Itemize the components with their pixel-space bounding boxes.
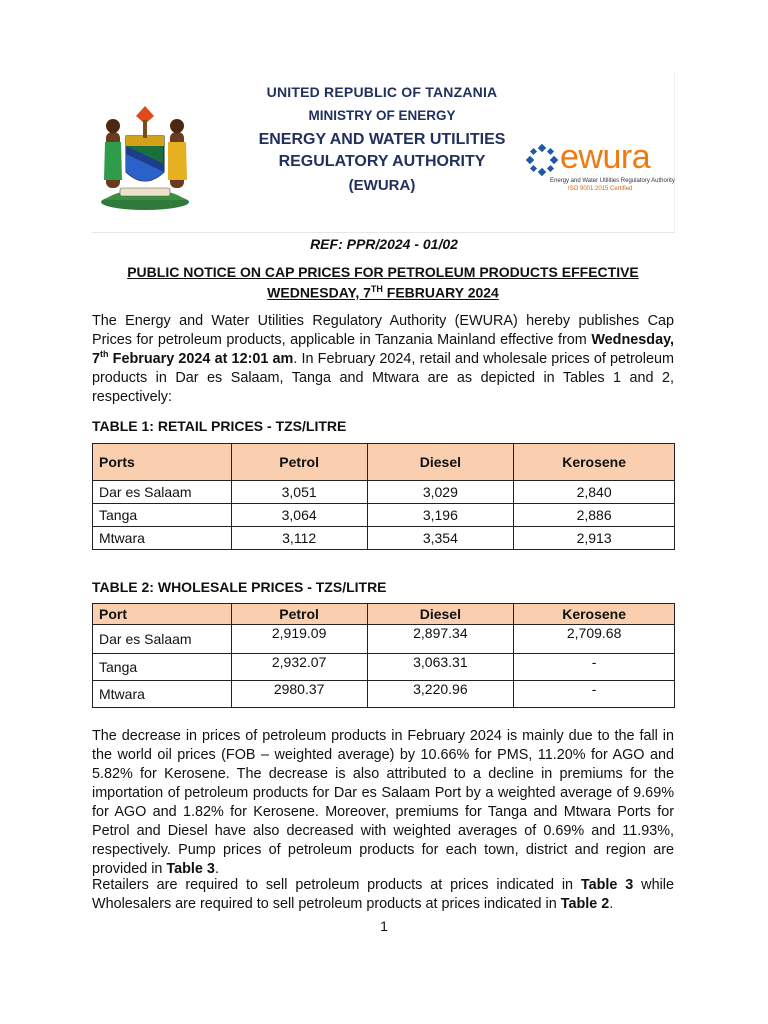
table-cell: 3,196 <box>367 504 514 527</box>
letterhead <box>92 72 675 233</box>
intro-text-2: . In February 2024, retail and wholesale prices of petroleum products in Dar es Salaam, Tanga and Mtwara are as depicted in Tables 1 and 2, respectively: <box>92 351 674 405</box>
table-cell: Dar es Salaam <box>93 625 232 654</box>
authority-name-line1: ENERGY AND WATER UTILITIES <box>258 131 506 148</box>
column-header: Ports <box>93 444 232 481</box>
table-cell: 2,932.07 <box>231 654 367 681</box>
table1-heading: TABLE 1: RETAIL PRICES - TZS/LITRE <box>92 418 347 434</box>
table-cell: 2980.37 <box>231 681 367 708</box>
table2-reference: Table 2 <box>560 896 610 912</box>
coat-of-arms-icon <box>96 102 194 212</box>
table-cell: 3,354 <box>367 527 514 550</box>
table-cell: 2,919.09 <box>231 625 367 654</box>
table-cell: 3,220.96 <box>367 681 514 708</box>
notice-title-text: PUBLIC NOTICE ON CAP PRICES FOR PETROLEUM PRODUCTS EFFECTIVE WEDNESDAY, 7 <box>127 264 639 301</box>
table-cell: Tanga <box>93 504 232 527</box>
intro-bold-date: Wednesday, 7 <box>92 332 674 367</box>
letterhead-titles <box>232 84 532 194</box>
table3-reference: Table 3 <box>580 877 634 893</box>
table-header-row <box>93 604 675 625</box>
wholesale-prices-table <box>92 603 675 708</box>
explanation-end: . <box>214 861 219 877</box>
table2-heading: TABLE 2: WHOLESALE PRICES - TZS/LITRE <box>92 579 387 595</box>
table-cell: Mtwara <box>93 681 232 708</box>
column-header: Petrol <box>231 444 367 481</box>
table-cell: 2,709.68 <box>514 625 675 654</box>
table-row <box>93 654 675 681</box>
column-header: Diesel <box>367 604 514 625</box>
notice-title <box>92 264 674 302</box>
table-cell: 2,886 <box>514 504 675 527</box>
table-row <box>93 504 675 527</box>
table-cell: - <box>514 654 675 681</box>
intro-paragraph <box>92 312 674 407</box>
page-number: 1 <box>380 918 388 934</box>
table-cell: 3,112 <box>231 527 367 550</box>
table-row <box>93 481 675 504</box>
retail-prices-table <box>92 443 675 550</box>
table-row <box>93 625 675 654</box>
compliance-paragraph <box>92 876 674 914</box>
notice-title-sup: TH <box>370 284 383 294</box>
compliance-text-end: . <box>609 896 614 912</box>
table-cell: 3,064 <box>231 504 367 527</box>
authority-name-line2: REGULATORY AUTHORITY <box>278 153 486 170</box>
table-cell: Dar es Salaam <box>93 481 232 504</box>
table-cell: - <box>514 681 675 708</box>
table-cell: Mtwara <box>93 527 232 550</box>
country-name: UNITED REPUBLIC OF TANZANIA <box>266 84 498 100</box>
table-row <box>93 527 675 550</box>
table3-reference: Table 3 <box>166 861 215 877</box>
column-header: Petrol <box>231 604 367 625</box>
table-cell: 2,913 <box>514 527 675 550</box>
intro-bold-time: February 2024 at 12:01 am <box>108 351 294 367</box>
column-header: Diesel <box>367 444 514 481</box>
column-header: Kerosene <box>514 444 675 481</box>
ewura-tagline: Energy and Water Utilities Regulatory Authority <box>550 178 675 184</box>
table-header-row <box>93 444 675 481</box>
authority-acronym: (EWURA) <box>348 177 416 194</box>
notice-title-date: FEBRUARY 2024 <box>382 284 499 301</box>
ministry-name: MINISTRY OF ENERGY <box>308 108 456 123</box>
table-cell: 3,029 <box>367 481 514 504</box>
table-cell: 3,051 <box>231 481 367 504</box>
price-explanation-paragraph <box>92 727 674 879</box>
ewura-logo-icon <box>524 142 560 178</box>
table-cell: 2,897.34 <box>367 625 514 654</box>
column-header: Kerosene <box>514 604 675 625</box>
table-cell: 2,840 <box>514 481 675 504</box>
compliance-text-1: Retailers are required to sell petroleum products at prices indicated in <box>92 877 581 893</box>
column-header: Port <box>93 604 232 625</box>
table-cell: Tanga <box>93 654 232 681</box>
ewura-iso-note: ISO 9001:2015 Certified <box>568 186 633 192</box>
table-row <box>93 681 675 708</box>
table-cell: 3,063.31 <box>367 654 514 681</box>
explanation-text: The decrease in prices of petroleum products in February 2024 is mainly due to the fall in the world oil prices (FOB – weighted average) by 10.66% for PMS, 11.20% for AGO and 5.82% for Kerosene. The decrease is also attributed to a decline in premiums for the importation of petroleum products for Dar es Salaam Port by a weighted average of 9.69% for AGO and 1.82% for Kerosene. Moreover, premiums for Tanga and Mtwara Ports for Petrol and Diesel have also decreased with weighted averages of 0.69% and 11.93%, respectively. Pump prices of petroleum products for each town, district and region are provided in <box>92 728 674 877</box>
reference-number: REF: PPR/2024 - 01/02 <box>310 236 458 252</box>
ewura-wordmark: ewura <box>560 138 651 176</box>
compliance-text-2: while Wholesalers are required to sell petroleum products at prices indicated in <box>92 877 674 912</box>
ewura-logo <box>524 138 674 198</box>
intro-text-1: The Energy and Water Utilities Regulatory Authority (EWURA) hereby publishes Cap Prices for petroleum products, applicable in Tanzania Mainland effective from <box>92 313 674 348</box>
intro-bold-sup: th <box>100 349 109 360</box>
